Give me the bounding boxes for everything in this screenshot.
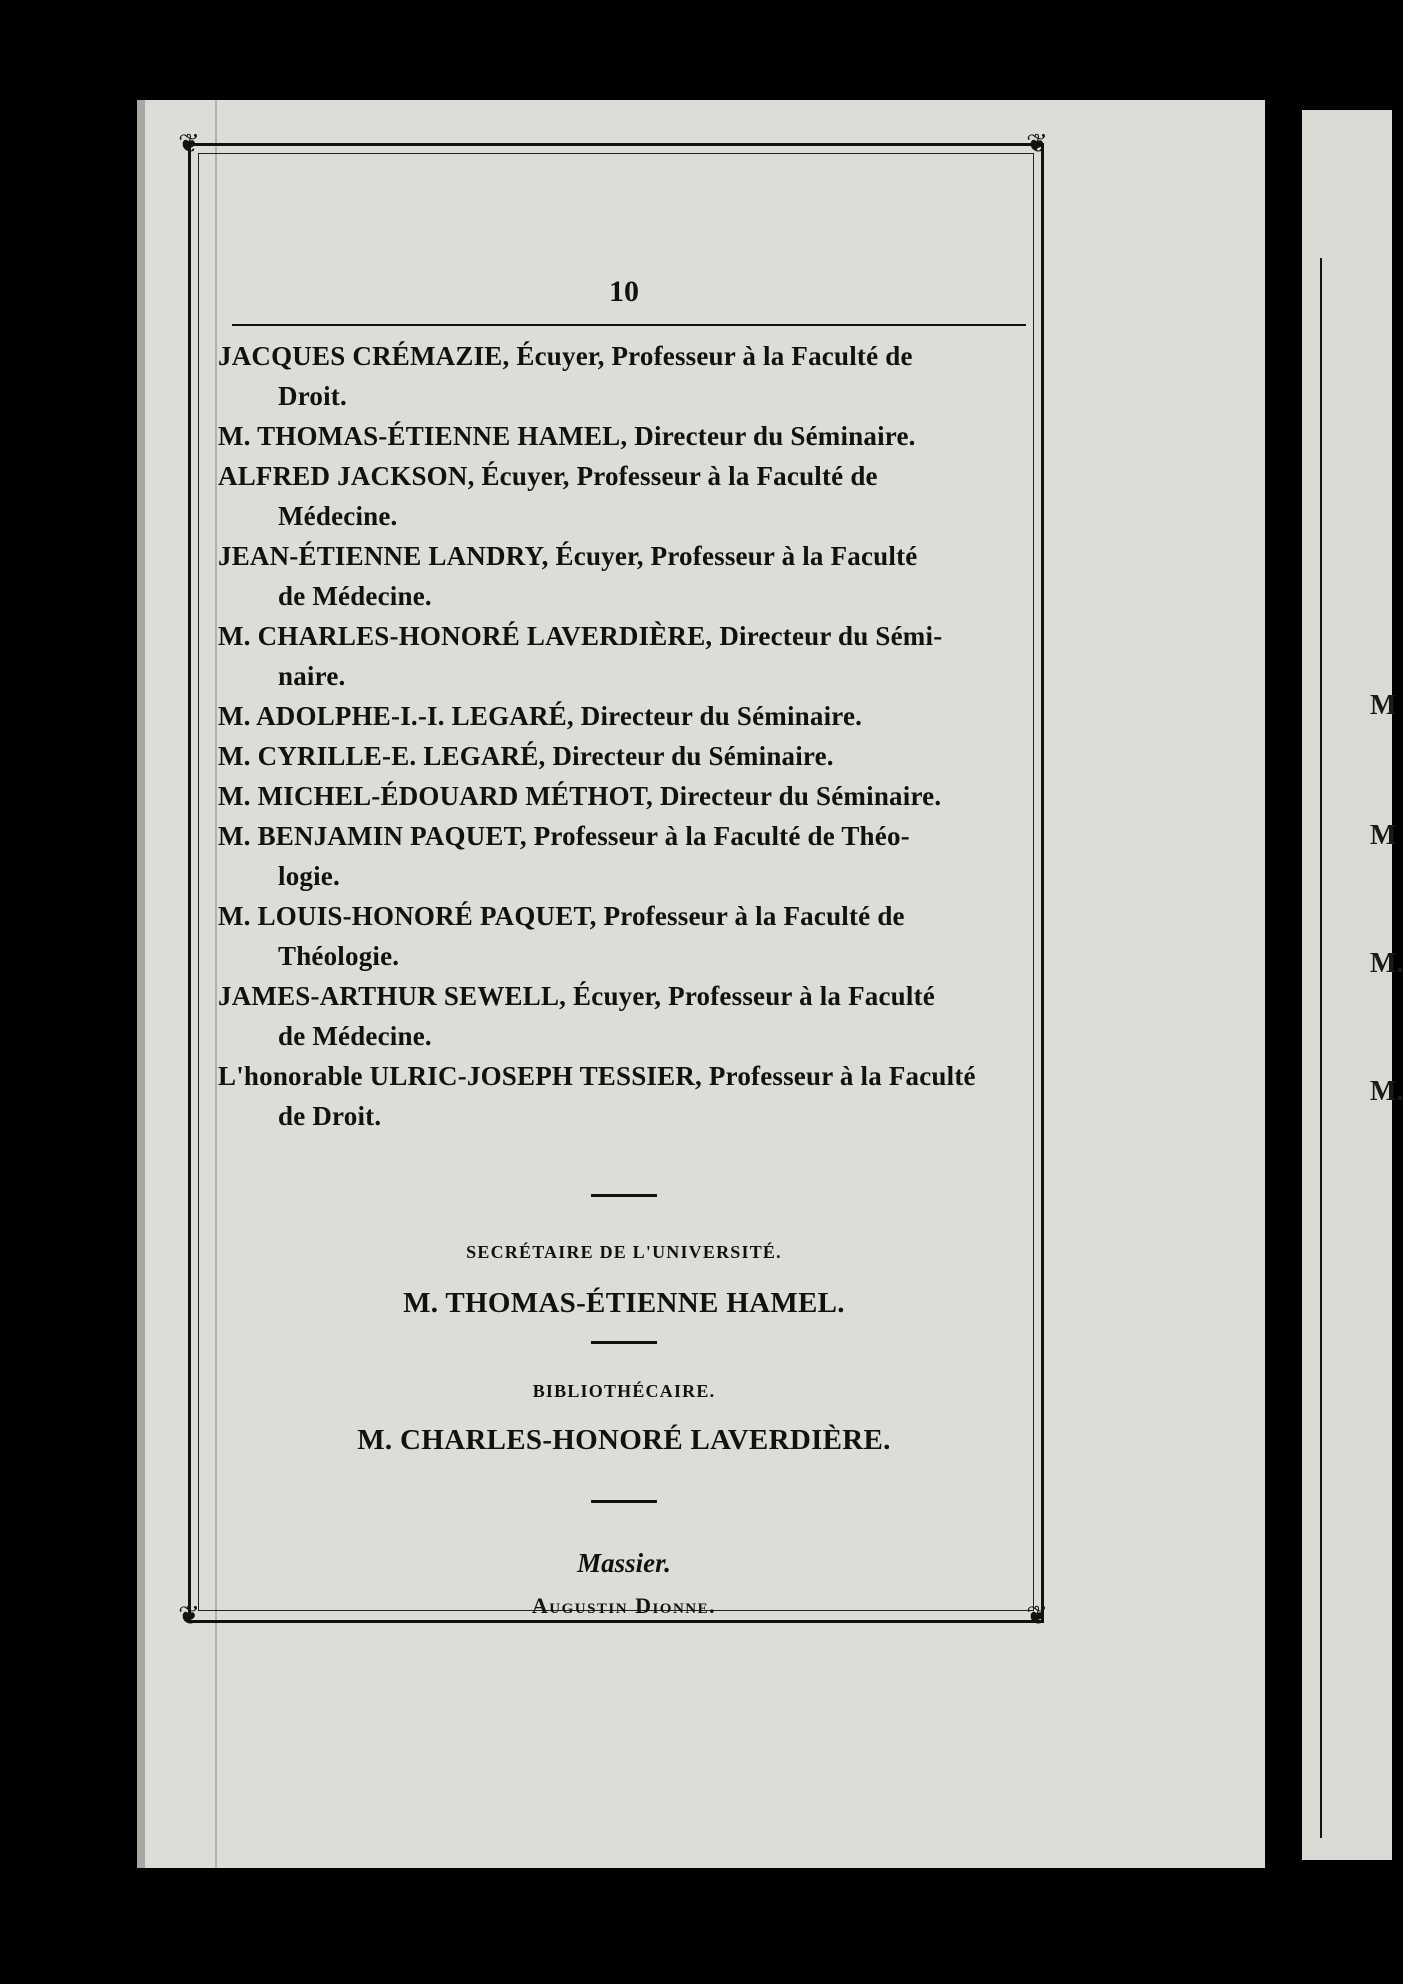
adjacent-page-frame-line [1320,258,1322,1838]
header-rule [232,324,1026,326]
section-separator [591,1500,657,1503]
list-item: M. CHARLES-HONORÉ LAVERDIÈRE, Directeur du Sémi- naire. [218,621,943,691]
secretary-heading: SECRÉTAIRE DE L'UNIVERSITÉ. [466,1242,782,1262]
adjacent-page-letter: M. [1370,1076,1403,1107]
massier-heading: Massier. [577,1548,671,1578]
list-item: JAMES-ARTHUR SEWELL, Écuyer, Professeur à la Faculté de Médecine. [218,981,935,1051]
ornament-corner-icon: ❦ [1026,1601,1048,1631]
list-item: M. MICHEL-ÉDOUARD MÉTHOT, Directeur du Séminaire. [218,781,942,811]
list-item: JEAN-ÉTIENNE LANDRY, Écuyer, Professeur à la Faculté de Médecine. [218,541,918,611]
massier-name: Augustin Dionne. [531,1593,717,1618]
list-item: L'honorable ULRIC-JOSEPH TESSIER, Professeur à la Faculté de Droit. [218,1061,976,1131]
staff-list [218,336,1030,1136]
ornament-corner-icon: ❦ [178,1601,200,1631]
list-item: ALFRED JACKSON, Écuyer, Professeur à la Faculté de Médecine. [218,461,878,531]
adjacent-page-letter: M [1370,690,1397,721]
ornament-corner-icon: ❦ [1026,129,1048,159]
list-item: M. BENJAMIN PAQUET, Professeur à la Faculté de Théo- logie. [218,821,910,891]
ornament-corner-icon: ❦ [178,129,200,159]
list-item: JACQUES CRÉMAZIE, Écuyer, Professeur à la Faculté de Droit. [218,341,913,411]
page-number: 10 [609,275,639,308]
list-item: M. LOUIS-HONORÉ PAQUET, Professeur à la Faculté de Théologie. [218,901,905,971]
page-content [218,170,1030,1623]
secretary-name: M. THOMAS-ÉTIENNE HAMEL. [403,1287,845,1319]
list-item: M. THOMAS-ÉTIENNE HAMEL, Directeur du Séminaire. [218,421,916,451]
section-separator [591,1194,657,1197]
librarian-heading: BIBLIOTHÉCAIRE. [532,1381,716,1401]
section-separator [591,1341,657,1344]
list-item: M. CYRILLE-E. LEGARÉ, Directeur du Séminaire. [218,741,834,771]
adjacent-page [1302,110,1403,1860]
adjacent-page-letter: M. [1370,948,1403,979]
list-item: M. ADOLPHE-I.-I. LEGARÉ, Directeur du Séminaire. [218,701,863,731]
adjacent-page-letter: M [1370,820,1397,851]
librarian-name: M. CHARLES-HONORÉ LAVERDIÈRE. [357,1424,891,1456]
